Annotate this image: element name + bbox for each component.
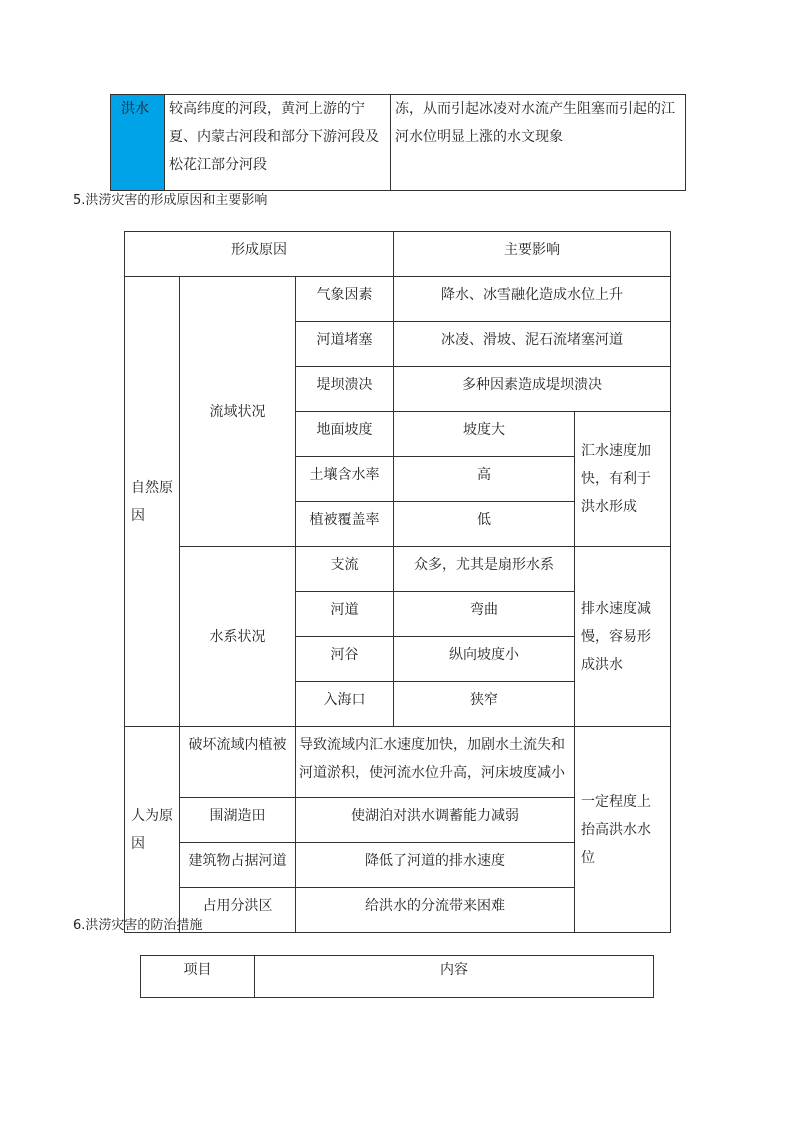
- header-effect: 主要影响: [394, 232, 671, 277]
- block-effect-cell: 冰凌、滑坡、泥石流堵塞河道: [394, 322, 671, 367]
- reclaim-effect-cell: 使湖泊对洪水调蓄能力减弱: [296, 798, 575, 843]
- section-6-title: 6.洪涝灾害的防治措施: [73, 918, 203, 933]
- table-header-row: [125, 232, 671, 277]
- soil-cell: 土壤含水率: [296, 457, 394, 502]
- destroy-cell: 破坏流域内植被: [180, 727, 296, 798]
- dam-cell: 堤坝溃决: [296, 367, 394, 412]
- occupy-cell: 占用分洪区: [180, 888, 296, 933]
- slope-cell: 地面坡度: [296, 412, 394, 457]
- header-content: 内容: [255, 956, 654, 998]
- build-cell: 建筑物占据河道: [180, 843, 296, 888]
- valley-value-cell: 纵向坡度小: [394, 637, 575, 682]
- human-cause-cell: 人为原因: [125, 727, 180, 933]
- flood-causes-table: [124, 231, 671, 933]
- flood-definition-table: [110, 94, 686, 191]
- slope-value-cell: 坡度大: [394, 412, 575, 457]
- veg-value-cell: 低: [394, 502, 575, 547]
- meteo-cell: 气象因素: [296, 277, 394, 322]
- meteo-effect-cell: 降水、冰雪融化造成水位上升: [394, 277, 671, 322]
- mouth-value-cell: 狭窄: [394, 682, 575, 727]
- flood-description-cell: 冻，从而引起冰凌对水流产生阻塞而引起的江河水位明显上涨的水文现象: [391, 95, 686, 191]
- system-effect-cell: 排水速度减慢，容易形成洪水: [575, 547, 671, 727]
- trib-value-cell: 众多，尤其是扇形水系: [394, 547, 575, 592]
- soil-value-cell: 高: [394, 457, 575, 502]
- natural-cause-cell: 自然原因: [125, 277, 180, 727]
- basin-cell: 流域状况: [180, 277, 296, 547]
- trib-cell: 支流: [296, 547, 394, 592]
- block-cell: 河道堵塞: [296, 322, 394, 367]
- table-header-row: [141, 956, 654, 998]
- table-row: [111, 95, 686, 191]
- section-5-title: 5.洪涝灾害的形成原因和主要影响: [73, 193, 268, 208]
- basin-effect-cell: 汇水速度加快，有利于洪水形成: [575, 412, 671, 547]
- header-item: 项目: [141, 956, 255, 998]
- human-effect-cell: 一定程度上抬高洪水水位: [575, 727, 671, 933]
- flood-region-cell: 较高纬度的河段，黄河上游的宁夏、内蒙古河段和部分下游河段及松花江部分河段: [165, 95, 391, 191]
- build-effect-cell: 降低了河道的排水速度: [296, 843, 575, 888]
- occupy-effect-cell: 给洪水的分流带来困难: [296, 888, 575, 933]
- table-row: [125, 547, 671, 592]
- dam-effect-cell: 多种因素造成堤坝溃决: [394, 367, 671, 412]
- mouth-cell: 入海口: [296, 682, 394, 727]
- reclaim-cell: 围湖造田: [180, 798, 296, 843]
- flood-prevention-table: [140, 955, 654, 998]
- table-row: [125, 727, 671, 798]
- flood-label-cell: 洪水: [111, 95, 165, 191]
- system-cell: 水系状况: [180, 547, 296, 727]
- channel-cell: 河道: [296, 592, 394, 637]
- channel-value-cell: 弯曲: [394, 592, 575, 637]
- destroy-effect-cell: 导致流域内汇水速度加快，加剧水土流失和河道淤积，使河流水位升高，河床坡度减小: [296, 727, 575, 798]
- valley-cell: 河谷: [296, 637, 394, 682]
- veg-cell: 植被覆盖率: [296, 502, 394, 547]
- header-cause: 形成原因: [125, 232, 394, 277]
- table-row: [125, 277, 671, 322]
